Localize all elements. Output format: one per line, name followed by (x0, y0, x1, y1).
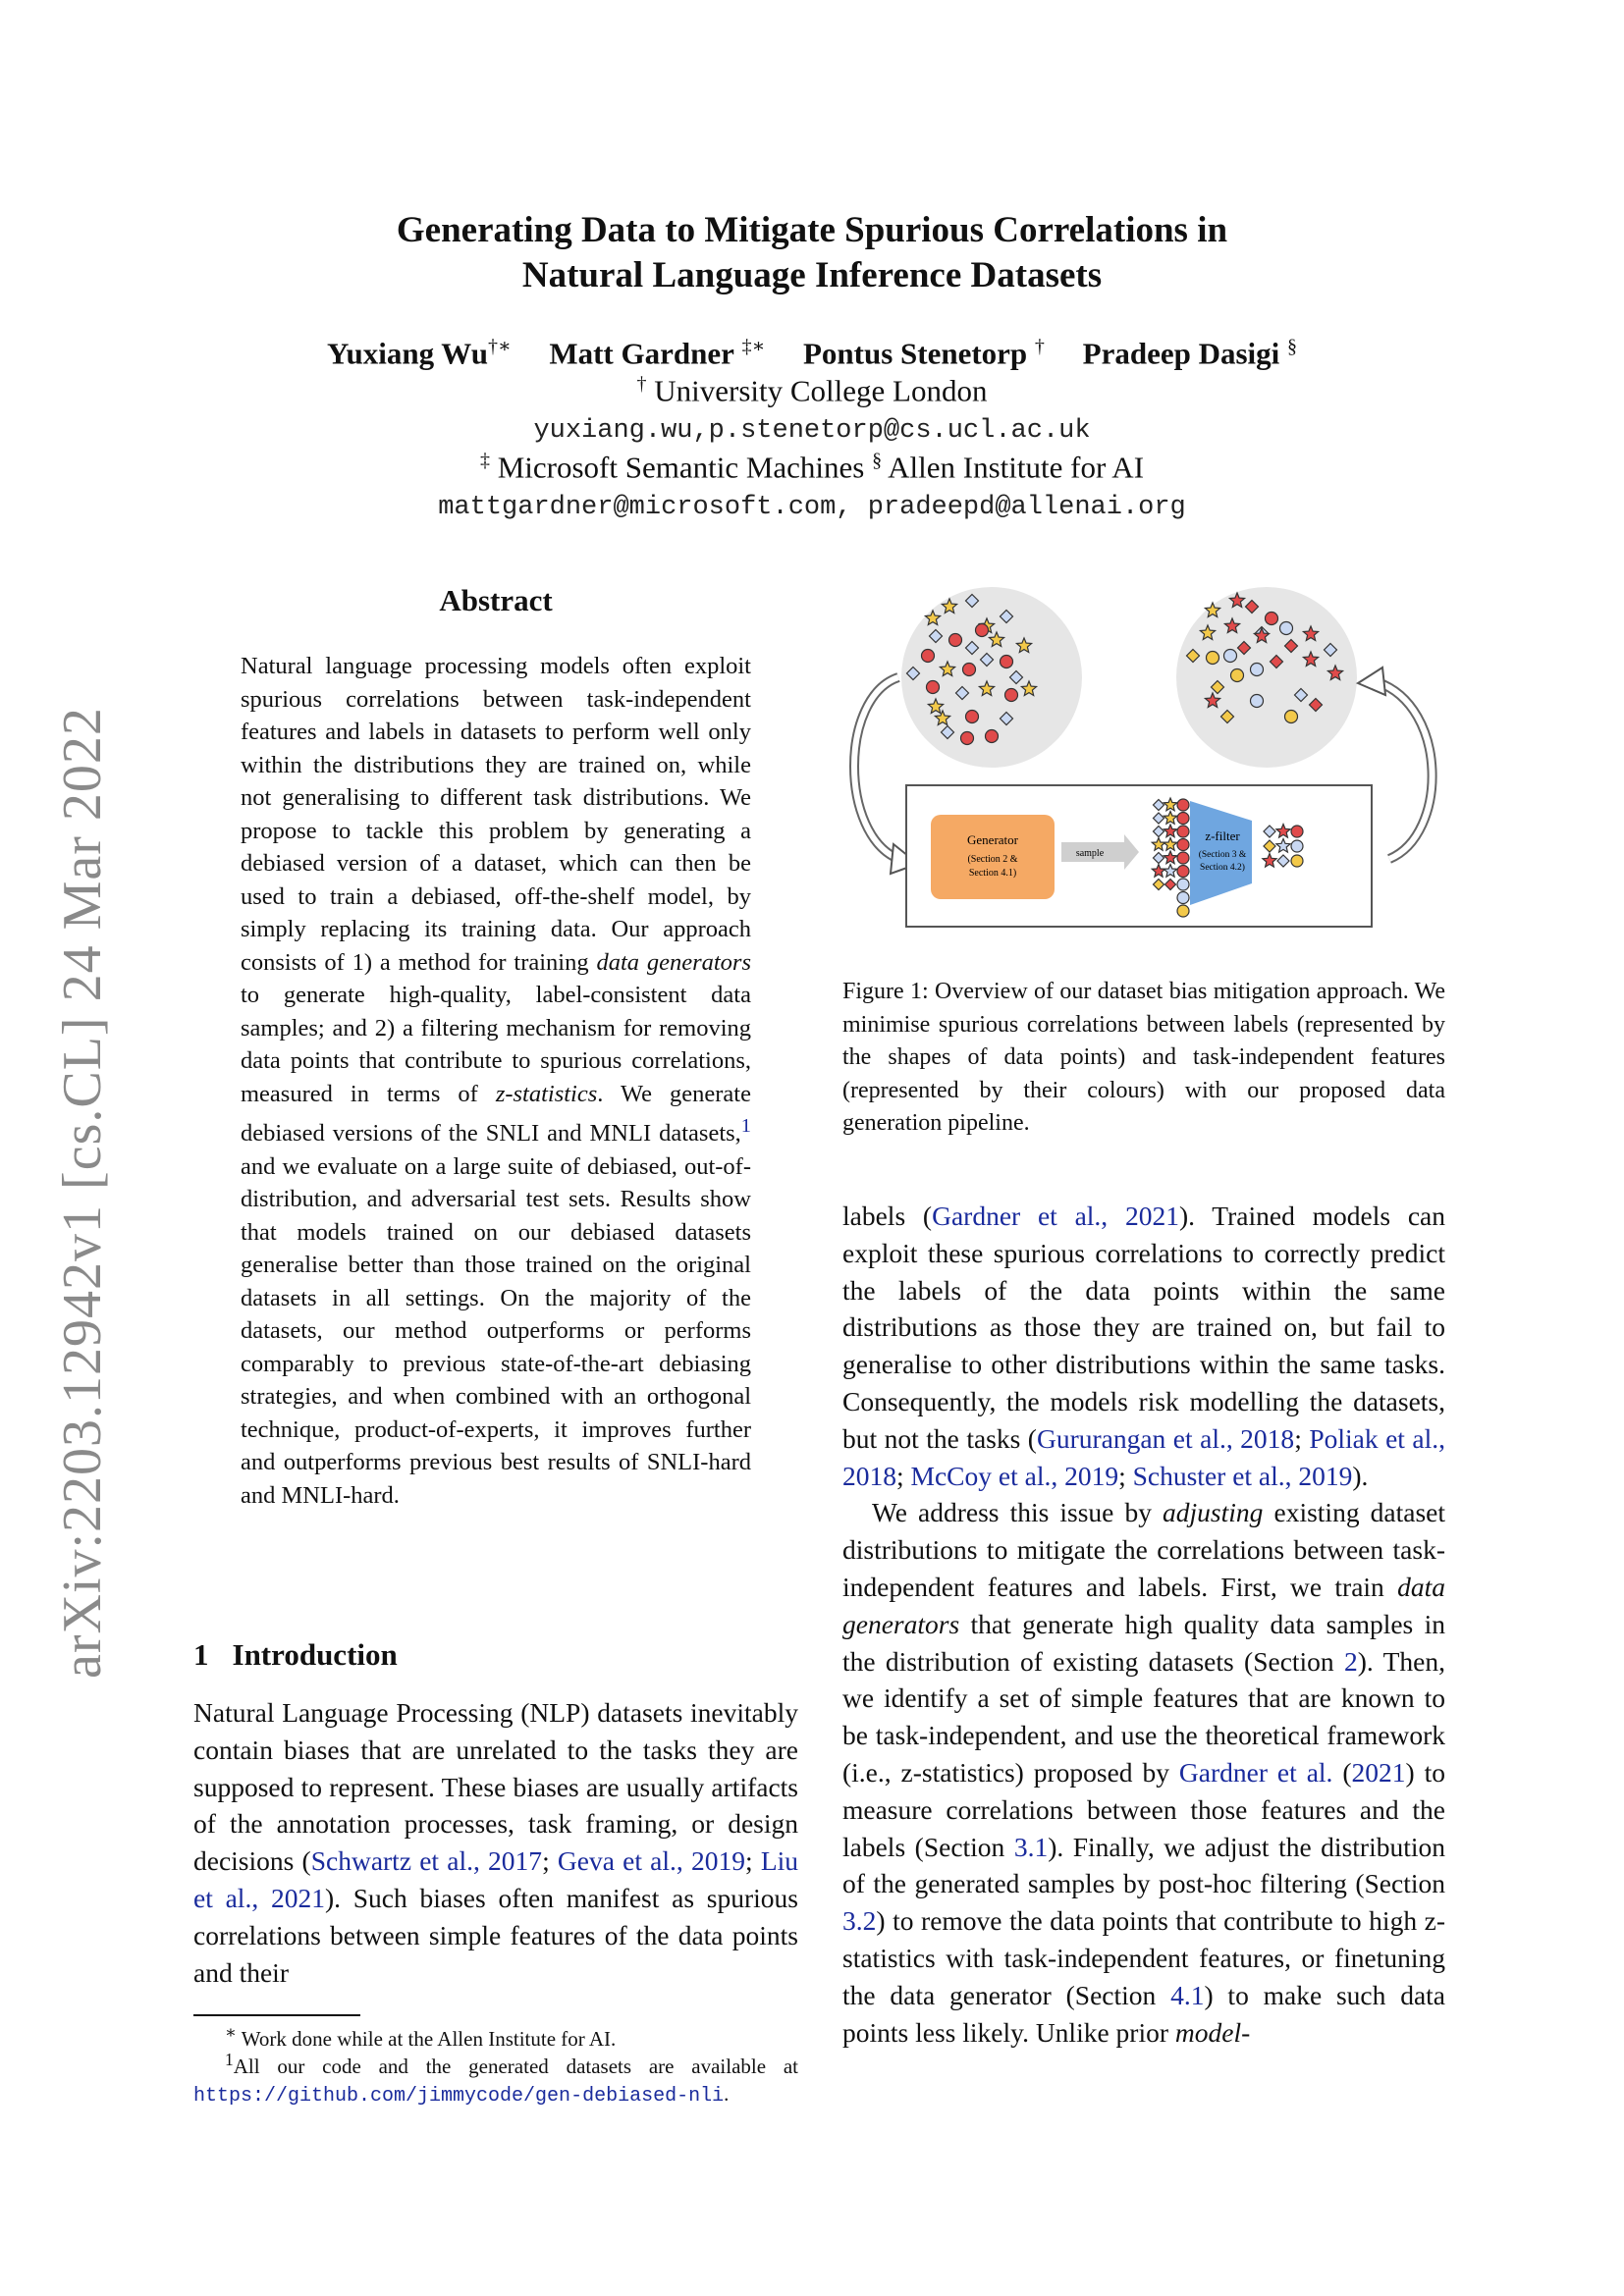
citation-link[interactable]: Gardner et al., 2021 (932, 1201, 1179, 1231)
citation-link[interactable]: 2021 (1351, 1756, 1406, 1788)
paragraph (842, 1198, 1445, 1494)
affiliation-mark: § (872, 450, 883, 471)
body-text: We address this issue by (872, 1497, 1164, 1528)
abstract-text: and we evaluate on a large suite of debiased, out-of-distribution, and adversarial test sets. Results show that models trained on our debiased datasets generalise better than those trained on the original datasets in all settings. On the majority of the datasets, our method outperforms or performs comparably to previous state-of-the-art debiasing strategies, and when combined with an orthogonal technique, product-of-experts, it improves further and outperforms previous best results of SNLI-hard and MNLI-hard. (241, 1152, 751, 1509)
author-mark: †∗ (487, 336, 512, 357)
author-name: Yuxiang Wu (326, 336, 488, 371)
circle-data-point (1291, 840, 1303, 852)
citation-link[interactable]: Schwartz et al., 2017 (310, 1845, 543, 1877)
citation-link[interactable]: Gururangan et al., 2018 (1036, 1422, 1295, 1454)
z-filter-label: z-filter (1205, 828, 1240, 843)
author-name: Pradeep Dasigi (1082, 336, 1280, 371)
body-text: that generate high quality data samples in the distribution of existing datasets (Section (842, 1608, 1445, 1677)
author-list (0, 334, 1624, 371)
circle-data-point (1224, 650, 1237, 663)
body-text: ) to remove the data points that contribute to high z-statistics with task-independent features, or finetuning the data generator (Section (842, 1905, 1445, 2010)
circle-data-point (1280, 622, 1293, 635)
z-filter-sub-1: (Section 3 & (1198, 850, 1247, 860)
citation-link[interactable]: Schuster et al., 2019 (1132, 1460, 1353, 1491)
intro-text: ). Such biases often manifest as spurious correlations between simple features of the data points and their (193, 1882, 798, 1988)
circle-data-point (1177, 866, 1189, 878)
footnote-2 (193, 2046, 798, 2110)
paper-title (0, 208, 1624, 298)
affiliation-name: Microsoft Semantic Machines (497, 450, 865, 485)
emphasis: adjusting (1163, 1497, 1264, 1528)
circle-data-point (1207, 652, 1219, 665)
circle-data-point (1177, 892, 1189, 904)
citation-link[interactable]: Gardner et al. (1178, 1756, 1333, 1788)
body-text: ). Trained models can exploit these spurious correlations to correctly predict the labels of the data points within the same distributions as those they are trained on, but fail to generalise to other distributions within the same tasks. Consequently, the models risk modelling the datasets, but not the tasks ( (842, 1201, 1445, 1454)
section-title: Introduction (232, 1637, 398, 1672)
intro-text: Natural Language Processing (NLP) datasets inevitably contain biases that are unrelated to the tasks they are supposed to represent. These biases are usually artifacts of the annotation processes, task framing, or design decisions ( (193, 1697, 798, 1877)
circle-data-point (1177, 905, 1189, 917)
circle-data-point (1001, 656, 1013, 668)
circle-data-point (1251, 664, 1264, 676)
footnote-rule (193, 2014, 360, 2016)
abstract-emphasis: z-statistics (495, 1080, 598, 1107)
footnote-text: All our code and the generated datasets are available at (233, 2055, 798, 2078)
footnote-text: Work done while at the Allen Institute for AI. (241, 2027, 617, 2051)
body-text: ) to make such data points less likely. Unlike prior (842, 1979, 1445, 2048)
circle-data-point (1005, 689, 1018, 702)
footnote-mark: 1 (225, 2050, 234, 2069)
circle-data-point (986, 730, 999, 743)
circle-data-point (1291, 855, 1303, 867)
email-ucl: yuxiang.wu,p.stenetorp@cs.ucl.ac.uk (533, 416, 1091, 446)
body-text: ) to measure correlations between those features and the labels (Section (842, 1756, 1445, 1862)
abstract-text: Natural language processing models often exploit spurious correlations between task-independent features and labels in datasets to perform well only within the distributions they are trained on, while not generalising to different task distributions. We propose to tackle this problem by generating a debiased version of a dataset, which can then be used to train a debiased, off-the-shelf model, by simply replacing its training data. Our approach consists of 1) a method for training (241, 653, 751, 976)
circle-data-point (1266, 613, 1278, 625)
separator: ; (1118, 1460, 1133, 1491)
circle-data-point (1177, 852, 1189, 864)
body-text: existing dataset distributions to mitigate the correlations between task-independent features and labels. First, we train (842, 1497, 1445, 1602)
footnote-ref[interactable]: 1 (740, 1115, 751, 1137)
body-text: labels ( (842, 1201, 933, 1231)
circle-data-point (1177, 839, 1189, 851)
affiliation-mark: † (636, 373, 647, 395)
section-number: 1 (193, 1637, 209, 1672)
abstract-text: to generate high-quality, label-consistent data samples; and 2) a filtering mechanism for removing data points that contribute to spurious correlations, measured in terms of (241, 982, 751, 1107)
figure-1-overview-diagram (839, 579, 1442, 933)
separator: ; (1294, 1422, 1310, 1454)
right-curved-arrow (1378, 682, 1433, 859)
title-line-1: Generating Data to Mitigate Spurious Correlations in (396, 210, 1228, 250)
circle-data-point (966, 711, 979, 723)
section-ref-link[interactable]: 2 (1344, 1645, 1358, 1677)
abstract-heading: Abstract (439, 583, 553, 617)
emphasis: model- (1174, 2016, 1251, 2048)
footnote-text: . (724, 2082, 730, 2106)
affiliation-name: Allen Institute for AI (888, 450, 1145, 485)
section-heading-introduction (193, 1637, 421, 1673)
affiliation-mark: ‡ (479, 450, 490, 471)
abstract-text: . We generate debiased versions of the SNLI and MNLI datasets, (241, 1080, 751, 1148)
circle-data-point (963, 664, 976, 676)
citation-link[interactable]: Geva et al., 2019 (557, 1845, 745, 1877)
section-ref-link[interactable]: 4.1 (1170, 1979, 1205, 2010)
section-ref-link[interactable]: 3.1 (1013, 1831, 1049, 1862)
circle-data-point (1177, 826, 1189, 837)
section-ref-link[interactable]: 3.2 (842, 1905, 877, 1937)
filtered-samples-column (1263, 825, 1303, 868)
separator: ; (896, 1460, 911, 1491)
affiliation-ms-ai2 (0, 450, 1624, 485)
paragraph (842, 1494, 1445, 2051)
body-text: ). (1352, 1460, 1369, 1491)
body-text: ). Then, we identify a set of simple features that are known to be task-independent, and use the theoretical framework (i.e., z-statistics) proposed by (842, 1645, 1445, 1788)
generator-sub-1: (Section 2 & (967, 854, 1018, 865)
circle-data-point (976, 624, 989, 637)
generator-label: Generator (967, 832, 1018, 847)
circle-data-point (927, 681, 940, 694)
affiliation-name: University College London (654, 373, 988, 408)
arxiv-stamp: arXiv:2203.12942v1 [cs.CL] 24 Mar 2022 (52, 707, 113, 1679)
circle-data-point (1285, 711, 1298, 723)
circle-data-point (922, 650, 935, 663)
body-text: ( (1332, 1756, 1352, 1788)
abstract-emphasis: data generators (596, 948, 751, 976)
emphasis: data generators (842, 1571, 1445, 1639)
circle-data-point (1231, 669, 1244, 682)
right-arrow-head (1358, 667, 1385, 695)
figure-1-caption: Figure 1: Overview of our dataset bias mitigation approach. We minimise spurious correlations between labels (represented by the shapes of data points) and task-independent features (represented by their colours) with our proposed data generation pipeline. (842, 979, 1445, 1136)
circle-data-point (1177, 813, 1189, 825)
citation-link[interactable]: Liu et al., 2021 (193, 1845, 799, 1913)
separator: ; (542, 1845, 558, 1877)
left-curved-arrow (854, 677, 898, 859)
author-name: Pontus Stenetorp (802, 336, 1028, 371)
circle-data-point (961, 732, 974, 745)
author-name: Matt Gardner (549, 336, 734, 371)
circle-data-point (1177, 879, 1189, 890)
circle-data-point (1251, 695, 1264, 708)
circle-data-point (949, 634, 962, 647)
citation-link[interactable]: McCoy et al., 2019 (910, 1460, 1119, 1491)
z-filter-sub-2: Section 4.2) (1200, 863, 1245, 873)
generator-sub-2: Section 4.1) (968, 868, 1017, 879)
code-url-link[interactable]: https://github.com/jimmycode/gen-debiased-nli (193, 2085, 725, 2108)
circle-data-point (1177, 799, 1189, 811)
abstract-body (241, 650, 751, 1512)
citation-link[interactable]: Poliak et al., 2018 (842, 1422, 1445, 1491)
circle-data-point (1291, 826, 1303, 837)
email-others: mattgardner@microsoft.com, pradeepd@allenai.org (438, 493, 1186, 522)
footnote-mark: ∗ (225, 2022, 237, 2042)
title-line-2: Natural Language Inference Datasets (521, 255, 1103, 295)
author-mark: † (1034, 336, 1045, 357)
author-mark: ‡∗ (741, 336, 766, 357)
separator: ; (744, 1845, 761, 1877)
author-mark: § (1287, 336, 1298, 357)
affiliation-ucl (0, 373, 1624, 408)
body-text: ). Finally, we adjust the distribution of the generated samples by post-hoc filtering (Section (842, 1831, 1445, 1899)
right-column-body (842, 1198, 1445, 2051)
sample-label: sample (1075, 848, 1105, 859)
introduction-body (193, 1694, 798, 1991)
